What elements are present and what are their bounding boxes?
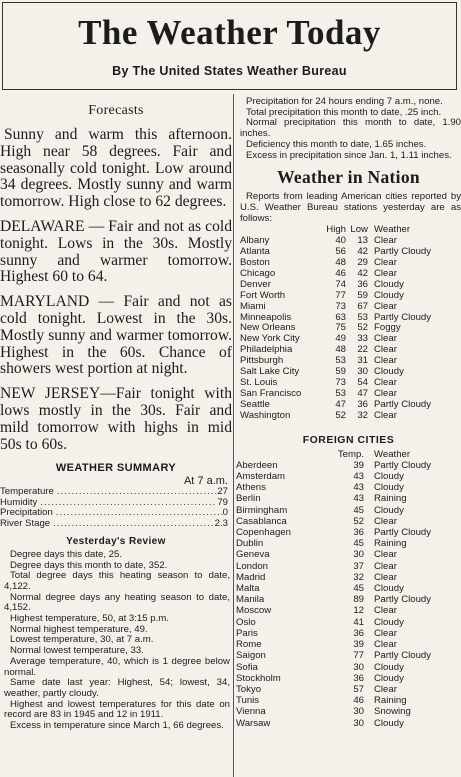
nation-weather: Clear [374,300,397,312]
nation-city: Denver [240,278,271,290]
foreign-weather: Clear [374,605,397,617]
nation-weather: Partly Cloudy [374,246,432,258]
foreign-city: Warsaw [236,717,271,729]
nation-low: 67 [357,300,368,312]
review-item: Average temperature, 40, which is 1 degree below normal. [4,655,230,678]
foreign-row [236,605,431,616]
foreign-city: Aberdeen [236,459,278,471]
left-column [0,97,232,732]
review-item: Normal highest temperature, 49. [10,623,148,635]
nation-city: Atlanta [240,246,270,258]
foreign-row [236,527,431,538]
foreign-row [236,572,431,583]
foreign-temp: 52 [353,515,364,527]
nation-high: 48 [335,344,346,356]
nation-low: 13 [357,235,368,247]
nation-high: 73 [335,377,346,389]
foreign-city: Vienna [236,706,266,718]
foreign-weather: Cloudy [374,717,404,729]
foreign-temp: 30 [353,549,364,561]
precipitation-item: Deficiency this month to date, 1.65 inches. [246,138,427,150]
nation-low: 52 [357,322,368,334]
foreign-temp: 36 [353,527,364,539]
foreign-city: Stockholm [236,672,281,684]
foreign-city: Paris [236,627,258,639]
summary-at-label: At 7 a.m. [183,475,228,488]
foreign-city: Birmingham [236,504,288,516]
nation-city: Albany [240,235,270,247]
nation-weather: Cloudy [374,366,404,378]
review-item: Excess in temperature since March 1, 66 degrees. [10,720,224,732]
precipitation-item: Precipitation for 24 hours ending 7 a.m., none. [246,96,443,107]
nation-low: 33 [357,333,368,345]
right-column [236,97,461,729]
review-list [0,550,232,732]
nation-city: Salt Lake City [240,366,300,378]
nation-low: 29 [357,257,368,269]
foreign-temp: 39 [353,639,364,651]
summary-value: 79 [217,496,228,508]
foreign-temp: 46 [353,695,364,707]
nation-high: 53 [335,355,346,367]
col-high: High [326,224,346,236]
foreign-row [236,482,431,493]
foreign-city: Moscow [236,605,272,617]
foreign-row [236,493,431,504]
foreign-row [236,460,431,471]
foreign-row [236,695,431,706]
nation-low: 22 [357,344,368,356]
foreign-temp: 30 [353,706,364,718]
nation-weather: Cloudy [374,289,404,301]
masthead-subtitle: By The United States Weather Bureau [112,64,347,78]
foreign-weather: Partly Cloudy [374,594,432,606]
foreign-weather: Partly Cloudy [374,459,432,471]
nation-city: Philadelphia [240,344,293,356]
nation-weather: Partly Cloudy [374,311,432,323]
foreign-weather: Raining [374,695,407,707]
foreign-weather: Clear [374,571,397,583]
nation-high: 59 [335,366,346,378]
forecast-delaware: DELAWARE — Fair and not as cold tonight. Lows in the 30s. Mostly sunny and warmer tomorrow. Highest 60 to 64. [0,217,232,286]
nation-high: 73 [335,300,346,312]
foreign-temp: 45 [353,583,364,595]
review-item: Degree days this month to date, 352. [10,559,168,571]
foreign-temp: 43 [353,493,364,505]
nation-low: 32 [357,409,368,421]
foreign-temp: 32 [353,571,364,583]
nation-weather: Clear [374,409,397,421]
foreign-city: Oslo [236,616,256,628]
col-weather: Weather [374,224,411,236]
forecasts-heading: Forecasts [88,103,144,118]
summary-label: Humidity [0,496,38,508]
masthead-title: The Weather Today [78,13,381,52]
foreign-city: Athens [236,482,266,494]
foreign-city: Madrid [236,571,266,583]
foreign-city: Copenhagen [236,527,291,539]
nation-table [240,225,431,421]
nation-weather: Clear [374,355,397,367]
foreign-weather: Clear [374,639,397,651]
foreign-weather: Cloudy [374,471,404,483]
nation-high: 47 [335,398,346,410]
foreign-row [236,673,431,684]
foreign-temp: 89 [353,594,364,606]
foreign-temp: 41 [353,616,364,628]
foreign-city: Dublin [236,538,264,550]
nation-low: 30 [357,366,368,378]
masthead [2,2,457,90]
foreign-row [236,505,431,516]
review-item: Highest and lowest temperatures for this date on record are 83 in 1945 and 12 in 1911. [4,698,230,721]
foreign-weather: Snowing [374,706,411,718]
foreign-row [236,628,431,639]
nation-city: New York City [240,333,300,345]
nation-city: Fort Worth [240,289,286,301]
nation-low: 54 [357,377,368,389]
nation-high: 52 [335,409,346,421]
foreign-temp: 30 [353,661,364,673]
foreign-weather: Cloudy [374,616,404,628]
foreign-row [236,471,431,482]
foreign-city: Manila [236,594,265,606]
summary-table [0,487,232,530]
review-item: Total degree days this heating season to date, 4,122. [4,570,230,592]
foreign-temp: 43 [353,471,364,483]
foreign-weather: Clear [374,627,397,639]
forecast-new-jersey: NEW JERSEY—Fair tonight with lows mostly in the 30s. Fair and mild tomorrow with highs in mid 50s to 60s. [0,385,232,453]
nation-row [240,302,431,313]
nation-city: Boston [240,257,270,269]
foreign-row [236,561,431,572]
foreign-city: London [236,560,269,572]
summary-heading: WEATHER SUMMARY [55,462,177,475]
nation-city: Minneapolis [240,311,292,323]
precipitation-item: Normal precipitation this month to date, 1.90 inches. [240,117,461,140]
nation-city: St. Louis [240,377,278,389]
nation-city: Miami [240,300,266,312]
foreign-temp: 30 [353,717,364,729]
foreign-temp: 36 [353,627,364,639]
foreign-temp: 77 [353,650,364,662]
foreign-temp: 39 [353,459,364,471]
foreign-table [236,449,431,729]
foreign-city: Amsterdam [236,471,286,483]
precipitation-item: Excess in precipitation since Jan. 1, 1.11 inches. [246,149,452,161]
nation-weather: Clear [374,267,397,279]
nation-city: New Orleans [240,322,296,334]
column-divider [233,94,234,777]
nation-weather: Partly Cloudy [374,398,432,410]
foreign-weather: Cloudy [374,482,404,494]
nation-intro: Reports from leading American cities reported by U.S. Weather Bureau stations yesterday are as follows: [240,191,461,224]
foreign-row [236,549,431,560]
nation-low: 53 [357,311,368,323]
foreign-row [236,684,431,695]
nation-weather: Clear [374,344,397,356]
foreign-weather: Clear [374,549,397,561]
foreign-heading: FOREIGN CITIES [302,433,395,446]
review-item: Highest temperature, 50, at 3:15 p.m. [10,613,169,625]
nation-high: 77 [335,289,346,301]
nation-high: 74 [335,278,346,290]
nation-city: Pittsburgh [240,355,284,367]
nation-low: 31 [357,355,368,367]
foreign-weather: Clear [374,515,397,527]
foreign-weather: Cloudy [374,583,404,595]
foreign-temp: 57 [353,683,364,695]
nation-high: 48 [335,257,346,269]
foreign-temp: 37 [353,560,364,572]
summary-label: Temperature [0,486,54,498]
forecast-local: Sunny and warm this afternoon. High near 58 degrees. Fair and seasonally cold tonight. Low around 34 degrees. Mostly sunny and warm tomorrow. High close to 62 degrees. [0,126,232,211]
foreign-weather: Raining [374,538,407,550]
forecast-maryland: MARYLAND — Fair and not as cold tonight. Lowest in the 30s. Mostly sunny and warmer tomorrow. Highest in the 60s. Chance of showers west portion at night. [0,293,232,378]
nation-city: Chicago [240,267,276,279]
nation-low: 59 [357,289,368,301]
foreign-city: Tunis [236,695,260,707]
summary-label: River Stage [0,518,51,530]
foreign-temp: 45 [353,538,364,550]
review-item: Same date last year: Highest, 54; lowest, 34, weather, partly cloudy. [4,677,230,699]
nation-high: 49 [335,333,346,345]
nation-low: 36 [357,398,368,410]
review-heading: Yesterday's Review [66,535,166,547]
foreign-weather: Partly Cloudy [374,527,432,539]
nation-low: 42 [357,246,368,258]
review-item: Normal lowest temperature, 33. [10,645,144,657]
foreign-city: Malta [236,583,260,595]
summary-label: Precipitation [0,507,53,519]
foreign-weather: Partly Cloudy [374,650,432,662]
foreign-temp: 43 [353,482,364,494]
nation-heading: Weather in Nation [277,167,420,188]
foreign-city: Saigon [236,650,266,662]
foreign-row [236,583,431,594]
col-foreign-weather: Weather [374,448,411,460]
nation-city: San Francisco [240,387,302,399]
nation-weather: Clear [374,377,397,389]
nation-row [240,411,431,422]
foreign-weather: Raining [374,493,407,505]
nation-city: Seattle [240,398,270,410]
foreign-weather: Clear [374,560,397,572]
nation-high: 40 [335,235,346,247]
foreign-city: Geneva [236,549,270,561]
foreign-row [236,617,431,628]
foreign-row [236,706,431,717]
foreign-temp: 45 [353,504,364,516]
review-item: Normal degree days any heating season to date, 4,152. [4,591,230,614]
nation-weather: Foggy [374,322,401,334]
col-low: Low [350,224,368,236]
precipitation-item: Total precipitation this month to date, .25 inch. [246,106,442,118]
foreign-city: Berlin [236,493,261,505]
summary-value: 27 [217,486,228,498]
foreign-temp: 36 [353,672,364,684]
foreign-row [236,516,431,527]
review-item: Degree days this date, 25. [10,548,122,560]
nation-weather: Cloudy [374,278,404,290]
summary-row [0,519,232,530]
foreign-row [236,650,431,661]
foreign-city: Casablanca [236,515,287,527]
nation-low: 42 [357,267,368,279]
summary-value: 2.3 [214,518,228,530]
precipitation-list [236,97,461,161]
foreign-row [236,639,431,650]
nation-weather: Clear [374,387,397,399]
nation-weather: Clear [374,333,397,345]
summary-value: 0 [222,507,228,519]
nation-high: 56 [335,246,346,258]
foreign-row [236,662,431,673]
foreign-temp: 12 [353,605,364,617]
nation-low: 47 [357,387,368,399]
foreign-city: Sofia [236,661,258,673]
foreign-row [236,718,431,729]
nation-high: 53 [335,387,346,399]
foreign-weather: Cloudy [374,661,404,673]
foreign-weather: Cloudy [374,672,404,684]
nation-low: 36 [357,278,368,290]
nation-high: 63 [335,311,346,323]
col-temp: Temp. [337,448,364,460]
foreign-weather: Cloudy [374,504,404,516]
nation-weather: Clear [374,235,397,247]
nation-city: Washington [240,409,291,421]
foreign-city: Rome [236,639,262,651]
nation-high: 46 [335,267,346,279]
review-item: Lowest temperature, 30, at 7 a.m. [10,634,154,646]
nation-high: 75 [335,322,346,334]
foreign-header-row [236,449,431,460]
nation-weather: Clear [374,257,397,269]
foreign-row [236,538,431,549]
foreign-weather: Clear [374,683,397,695]
foreign-city: Tokyo [236,683,262,695]
foreign-row [236,594,431,605]
